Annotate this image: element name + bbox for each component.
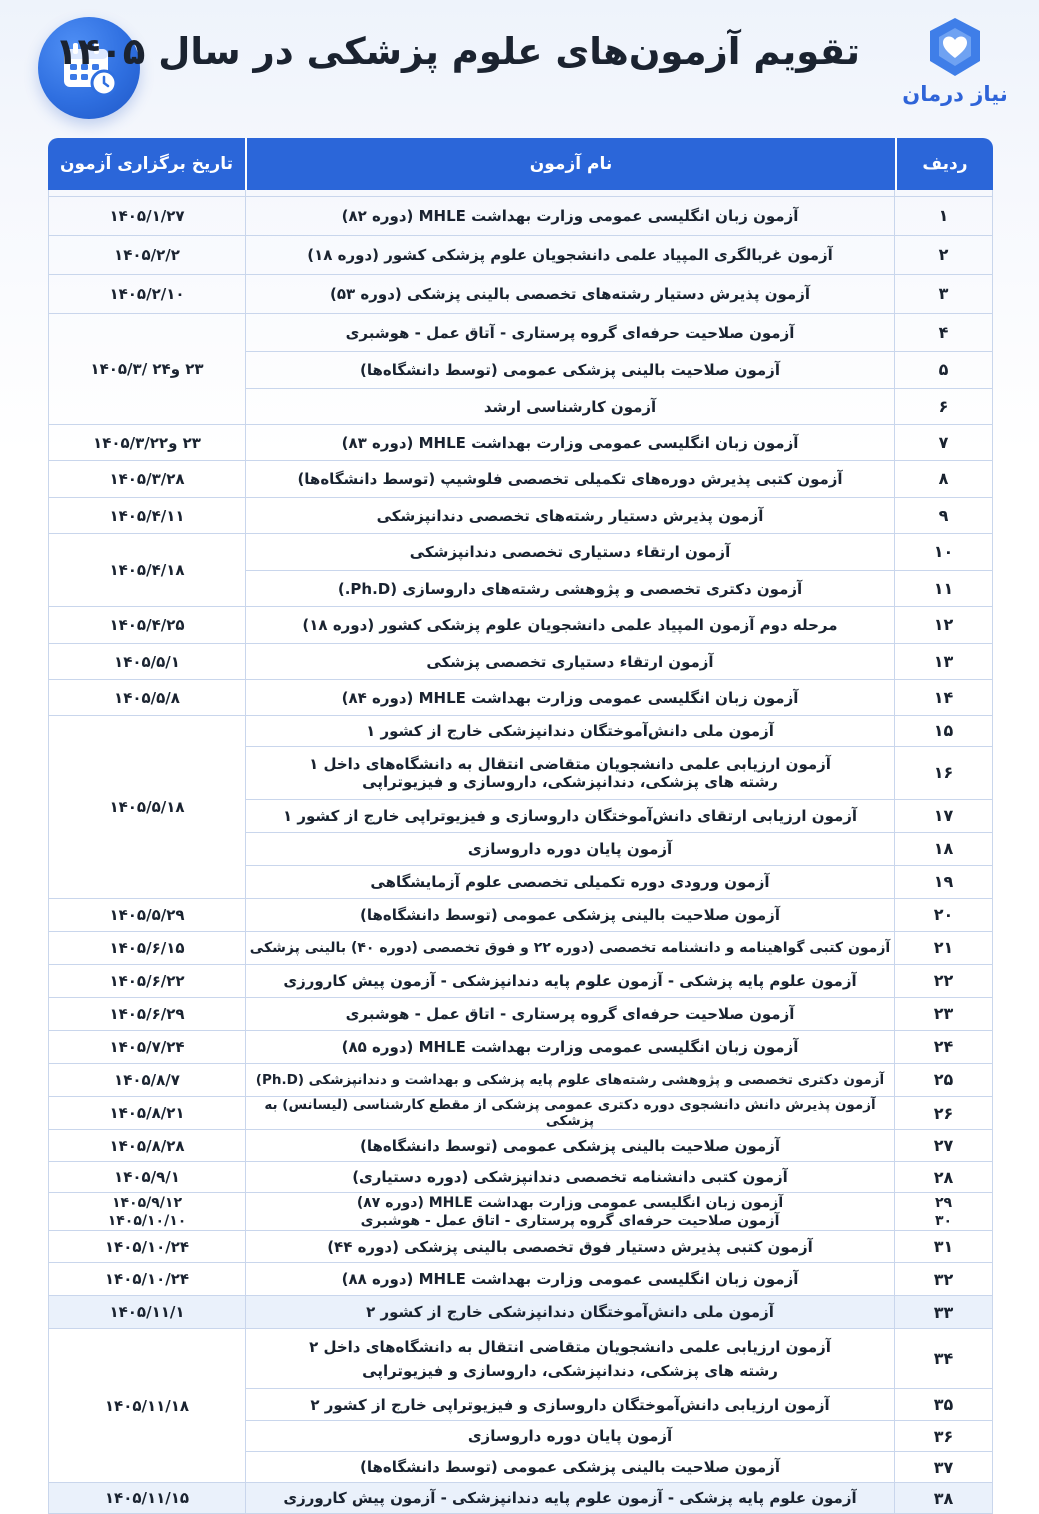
exam-schedule-table [48, 138, 993, 1514]
exam-name: آزمون علوم پایه پزشکی - آزمون علوم پایه دندانپزشکی - آزمون پیش کارورزی [245, 1483, 895, 1514]
table-row [48, 1483, 993, 1514]
exam-date: ۱۴۰۵/۵/۱ [48, 644, 245, 680]
row-index: ۲۶ [895, 1097, 993, 1130]
exam-date: ۱۴۰۵/۲/۲ [48, 236, 245, 275]
row-index: ۴ [895, 314, 993, 352]
row-index: ۳۲ [895, 1263, 993, 1296]
exam-name: آزمون زبان انگلیسی عمومی وزارت بهداشت MHLE (دوره ۸۷) [245, 1193, 895, 1213]
row-index: ۳۰ [895, 1213, 993, 1231]
exam-name [245, 1329, 895, 1389]
row-index: ۱۶ [895, 747, 993, 800]
header-name: نام آزمون [245, 138, 895, 190]
exam-date: ۱۴۰۵/۱/۲۷ [48, 197, 245, 236]
exam-name: آزمون صلاحیت بالینی پزشکی عمومی (توسط دانشگاه‌ها) [245, 899, 895, 932]
exam-name: آزمون صلاحیت بالینی پزشکی عمومی (توسط دانشگاه‌ها) [245, 352, 895, 389]
exam-date: ۱۴۰۵/۳/۲۸ [48, 461, 245, 498]
brand-name: نیاز درمان [902, 82, 1008, 106]
table-row [48, 275, 993, 314]
exam-name-line1: آزمون ارزیابی علمی دانشجویان متقاضی انتقال به دانشگاه‌های داخل ۱ [309, 755, 831, 773]
table-header-row [48, 138, 993, 190]
exam-name: مرحله دوم آزمون المپیاد علمی دانشجویان علوم پزشکی کشور (دوره ۱۸) [245, 607, 895, 644]
row-index: ۲۳ [895, 998, 993, 1031]
table-row [48, 607, 993, 644]
row-index: ۳۸ [895, 1483, 993, 1514]
exam-name: آزمون علوم پایه پزشکی - آزمون علوم پایه دندانپزشکی - آزمون پیش کارورزی [245, 965, 895, 998]
row-index: ۱۷ [895, 800, 993, 833]
table-row [48, 236, 993, 275]
table-row [48, 1031, 993, 1064]
exam-date: ۱۴۰۵/۴/۲۵ [48, 607, 245, 644]
row-index: ۲۱ [895, 932, 993, 965]
exam-name: آزمون صلاحیت بالینی پزشکی عمومی (توسط دانشگاه‌ها) [245, 1452, 895, 1483]
exam-name: آزمون ارتقاء دستیاری تخصصی پزشکی [245, 644, 895, 680]
exam-name: آزمون ورودی دوره تکمیلی تخصصی علوم آزمایشگاهی [245, 866, 895, 899]
exam-date: ۱۴۰۵/۱۱/۱۵ [48, 1483, 245, 1514]
row-index: ۱۸ [895, 833, 993, 866]
table-row [48, 716, 993, 747]
table-row [48, 1162, 993, 1193]
table-row [48, 1231, 993, 1263]
table-row [48, 498, 993, 534]
row-index: ۳۳ [895, 1296, 993, 1329]
exam-name-line1: آزمون ارزیابی علمی دانشجویان متقاضی انتقال به دانشگاه‌های داخل ۲ [309, 1337, 831, 1356]
exam-date: ۱۴۰۵/۹/۱۲ [48, 1193, 245, 1213]
row-index: ۵ [895, 352, 993, 389]
row-index: ۲۲ [895, 965, 993, 998]
row-index: ۹ [895, 498, 993, 534]
exam-date: ۱۴۰۵/۴/۱۱ [48, 498, 245, 534]
row-index: ۸ [895, 461, 993, 498]
exam-date: ۱۴۰۵/۵/۸ [48, 680, 245, 716]
exam-name: آزمون ارزیابی ارتقای دانش‌آموختگان داروسازی و فیزیوتراپی خارج از کشور ۱ [245, 800, 895, 833]
exam-name: آزمون صلاحیت حرفه‌ای گروه پرستاری - اتاق عمل - هوشبری [245, 1213, 895, 1231]
table-row [48, 1296, 993, 1329]
row-index: ۱۴ [895, 680, 993, 716]
exam-name: آزمون کتبی گواهینامه و دانشنامه تخصصی (دوره ۲۲ و فوق تخصصی (دوره ۴۰) بالینی پزشکی [245, 932, 895, 965]
exam-date: ۱۴۰۵/۱۰/۲۴ [48, 1263, 245, 1296]
table-row [48, 1064, 993, 1097]
exam-date: ۱۴۰۵/۱۰/۲۴ [48, 1231, 245, 1263]
row-index: ۲۴ [895, 1031, 993, 1064]
table-row [48, 1329, 993, 1389]
row-index: ۱۹ [895, 866, 993, 899]
row-index: ۳۵ [895, 1389, 993, 1421]
table-row [48, 899, 993, 932]
row-index: ۱۲ [895, 607, 993, 644]
table-row [48, 314, 993, 352]
row-index: ۳۷ [895, 1452, 993, 1483]
exam-date: ۱۴۰۵/۵/۱۸ [48, 716, 245, 899]
brand-logo [900, 12, 1010, 122]
exam-date: ۲۳ و۲۴ /۱۴۰۵/۳ [48, 314, 245, 425]
header-gap [48, 190, 993, 197]
row-index: ۱ [895, 197, 993, 236]
exam-name: آزمون کتبی دانشنامه تخصصی دندانپزشکی (دوره دستیاری) [245, 1162, 895, 1193]
row-index: ۲۸ [895, 1162, 993, 1193]
row-index: ۱۱ [895, 571, 993, 607]
row-index: ۲۷ [895, 1130, 993, 1162]
exam-name [245, 747, 895, 800]
exam-name: آزمون ملی دانش‌آموختگان دندانپزشکی خارج از کشور ۲ [245, 1296, 895, 1329]
exam-name: آزمون زبان انگلیسی عمومی وزارت بهداشت MHLE (دوره ۸۵) [245, 1031, 895, 1064]
exam-name: آزمون زبان انگلیسی عمومی وزارت بهداشت MHLE (دوره ۸۸) [245, 1263, 895, 1296]
exam-date: ۱۴۰۵/۸/۲۱ [48, 1097, 245, 1130]
exam-name: آزمون زبان انگلیسی عمومی وزارت بهداشت MHLE (دوره ۸۲) [245, 197, 895, 236]
row-index: ۱۳ [895, 644, 993, 680]
table-row [48, 1130, 993, 1162]
exam-date: ۱۴۰۵/۸/۷ [48, 1064, 245, 1097]
exam-name: آزمون زبان انگلیسی عمومی وزارت بهداشت MHLE (دوره ۸۴) [245, 680, 895, 716]
exam-date: ۲۳ و۱۴۰۵/۳/۲۲ [48, 425, 245, 461]
exam-name: آزمون پذیرش دانش دانشجوی دوره دکتری عمومی پزشکی از مقطع کارشناسی (لیسانس) به پزشکی [245, 1097, 895, 1130]
table-row [48, 1213, 993, 1231]
exam-name: آزمون کارشناسی ارشد [245, 389, 895, 425]
row-index: ۳ [895, 275, 993, 314]
table-row [48, 425, 993, 461]
row-index: ۲۹ [895, 1193, 993, 1213]
header-index: ردیف [895, 138, 993, 190]
exam-date: ۱۴۰۵/۴/۱۸ [48, 534, 245, 607]
row-index: ۳۴ [895, 1329, 993, 1389]
row-index: ۱۰ [895, 534, 993, 571]
exam-name: آزمون پذیرش دستیار رشته‌های تخصصی دندانپزشکی [245, 498, 895, 534]
exam-date: ۱۴۰۵/۶/۲۹ [48, 998, 245, 1031]
table-row [48, 197, 993, 236]
exam-date: ۱۴۰۵/۱۱/۱ [48, 1296, 245, 1329]
exam-name: آزمون صلاحیت حرفه‌ای گروه پرستاری - آتاق عمل - هوشبری [245, 314, 895, 352]
exam-name: آزمون ملی دانش‌آموختگان دندانپزشکی خارج از کشور ۱ [245, 716, 895, 747]
exam-name: آزمون صلاحیت حرفه‌ای گروه پرستاری - اتاق عمل - هوشبری [245, 998, 895, 1031]
exam-name-line2: رشته های پزشکی، دندانپزشکی، داروسازی و فیزیوتراپی [362, 1361, 778, 1380]
exam-date: ۱۴۰۵/۸/۲۸ [48, 1130, 245, 1162]
table-row [48, 680, 993, 716]
exam-name: آزمون کتبی پذیرش دوره‌های تکمیلی تخصصی فلوشیپ (توسط دانشگاه‌ها) [245, 461, 895, 498]
table-row [48, 998, 993, 1031]
exam-date: ۱۴۰۵/۲/۱۰ [48, 275, 245, 314]
row-index: ۷ [895, 425, 993, 461]
exam-name: آزمون کتبی پذیرش دستیار فوق تخصصی بالینی پزشکی (دوره ۴۴) [245, 1231, 895, 1263]
exam-date: ۱۴۰۵/۷/۲۴ [48, 1031, 245, 1064]
row-index: ۳۱ [895, 1231, 993, 1263]
exam-name: آزمون صلاحیت بالینی پزشکی عمومی (توسط دانشگاه‌ها) [245, 1130, 895, 1162]
exam-name: آزمون پایان دوره داروسازی [245, 833, 895, 866]
exam-name: آزمون ارتقاء دستیاری تخصصی دندانپزشکی [245, 534, 895, 571]
row-index: ۶ [895, 389, 993, 425]
exam-date: ۱۴۰۵/۹/۱ [48, 1162, 245, 1193]
table-row [48, 965, 993, 998]
heart-shield-icon [924, 16, 986, 78]
exam-name: آزمون ارزیابی دانش‌آموختگان داروسازی و فیزیوتراپی خارج از کشور ۲ [245, 1389, 895, 1421]
exam-date: ۱۴۰۵/۱۱/۱۸ [48, 1329, 245, 1483]
row-index: ۲۵ [895, 1064, 993, 1097]
table-row [48, 1097, 993, 1130]
exam-name: آزمون دکتری تخصصی و پژوهشی رشته‌های علوم پایه پزشکی و بهداشت و دندانپزشکی (Ph.D) [245, 1064, 895, 1097]
table-row [48, 1193, 993, 1213]
exam-date: ۱۴۰۵/۱۰/۱۰ [48, 1213, 245, 1231]
row-index: ۲ [895, 236, 993, 275]
exam-name-line2: رشته های پزشکی، دندانپزشکی، داروسازی و فیزیوتراپی [362, 773, 778, 791]
page-title: تقویم آزمون‌های علوم پزشکی در سال ۱۴۰۵ [55, 30, 860, 73]
exam-date: ۱۴۰۵/۵/۲۹ [48, 899, 245, 932]
row-index: ۱۵ [895, 716, 993, 747]
table-row [48, 644, 993, 680]
exam-date: ۱۴۰۵/۶/۲۲ [48, 965, 245, 998]
row-index: ۳۶ [895, 1421, 993, 1452]
header-date: تاریخ برگزاری آزمون [48, 138, 245, 190]
exam-name: آزمون زبان انگلیسی عمومی وزارت بهداشت MHLE (دوره ۸۳) [245, 425, 895, 461]
table-row [48, 1263, 993, 1296]
table-row [48, 534, 993, 571]
exam-name: آزمون پذیرش دستیار رشته‌های تخصصی بالینی پزشکی (دوره ۵۳) [245, 275, 895, 314]
page-header [0, 0, 1039, 138]
exam-name: آزمون غربالگری المپیاد علمی دانشجویان علوم پزشکی کشور (دوره ۱۸) [245, 236, 895, 275]
table-row [48, 932, 993, 965]
exam-name: آزمون پایان دوره داروسازی [245, 1421, 895, 1452]
exam-name: آزمون دکتری تخصصی و پژوهشی رشته‌های داروسازی (Ph.D.) [245, 571, 895, 607]
table-row [48, 461, 993, 498]
exam-date: ۱۴۰۵/۶/۱۵ [48, 932, 245, 965]
row-index: ۲۰ [895, 899, 993, 932]
